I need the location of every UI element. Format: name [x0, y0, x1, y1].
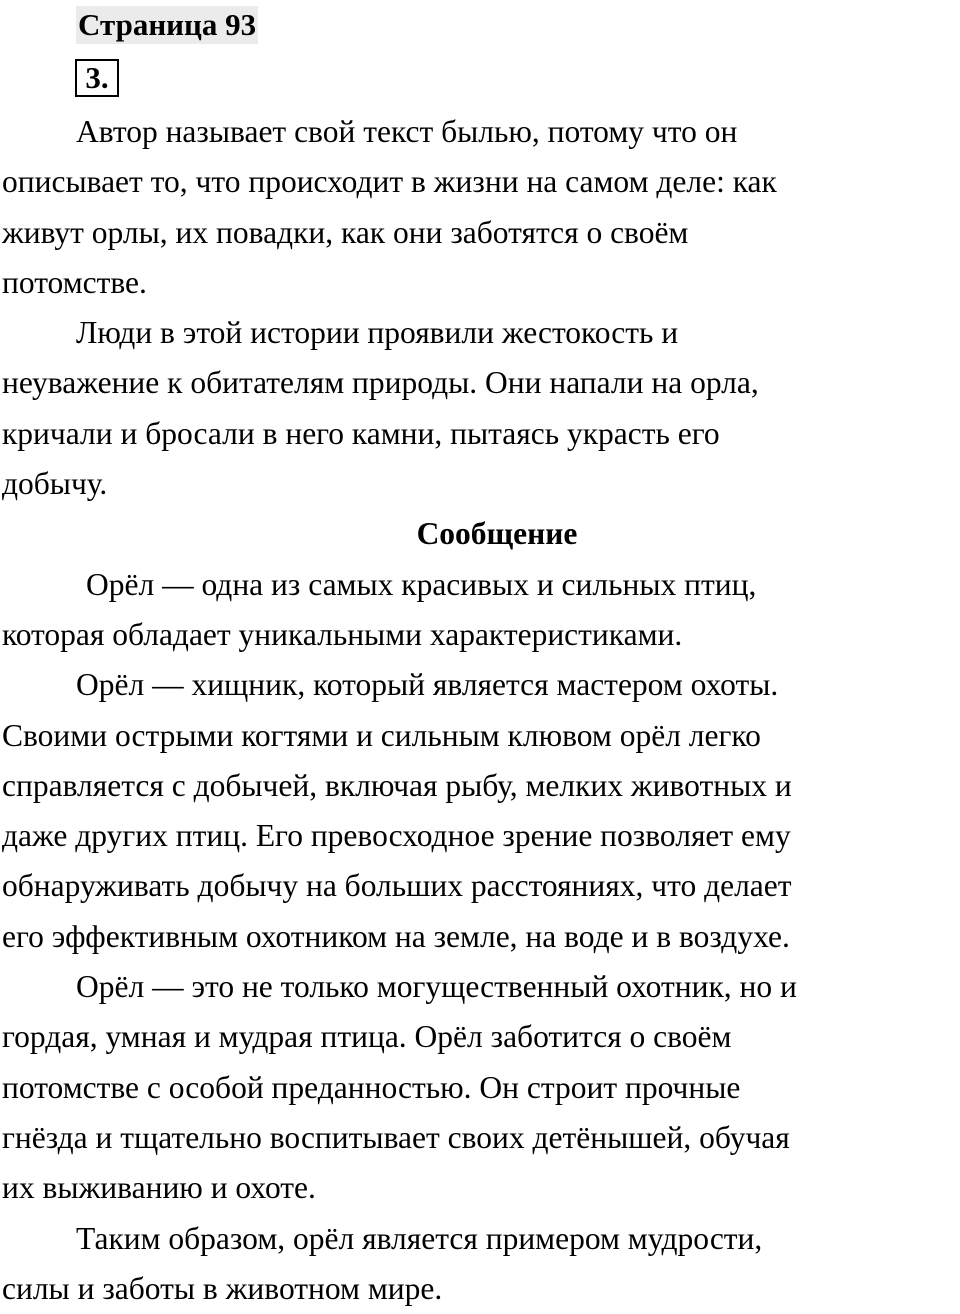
- text-line: Таким образом, орёл является примером мудрости,: [76, 1220, 763, 1256]
- text-line: потомстве с особой преданностью. Он строит прочные: [2, 1069, 741, 1105]
- report-paragraph-2: [2, 660, 960, 962]
- document-body: [2, 107, 960, 1314]
- text-line: добычу.: [2, 466, 108, 502]
- text-line: Орёл — это не только могущественный охотник, но и: [76, 969, 797, 1005]
- text-line: их выживанию и охоте.: [2, 1170, 316, 1206]
- text-line: описывает то, что происходит в жизни на самом деле: как: [2, 164, 777, 200]
- text-line: даже других птиц. Его превосходное зрение позволяет ему: [2, 818, 791, 854]
- text-line: справляется с добычей, включая рыбу, мелких животных и: [2, 767, 792, 803]
- text-line: живут орлы, их повадки, как они заботятся о своём: [2, 214, 689, 250]
- page-number-heading: Страница 93: [78, 7, 257, 42]
- task-number-box: 3.: [75, 59, 119, 97]
- text-line: Своими острыми когтями и сильным клювом орёл легко: [2, 717, 761, 753]
- answer-paragraph-1: [2, 107, 960, 308]
- text-line: обнаруживать добычу на больших расстояниях, что делает: [2, 868, 792, 904]
- text-line: Люди в этой истории проявили жестокость и: [76, 315, 679, 351]
- report-paragraph-1: [2, 560, 960, 661]
- text-line: потомстве.: [2, 264, 147, 300]
- text-line: неуважение к обитателям природы. Они напали на орла,: [2, 365, 759, 401]
- text-line: его эффективным охотником на земле, на воде и в воздухе.: [2, 918, 790, 954]
- answer-paragraph-2: [2, 308, 960, 509]
- text-line: которая обладает уникальными характеристиками.: [2, 616, 683, 652]
- report-paragraph-4: [2, 1214, 960, 1314]
- report-title: Сообщение: [416, 516, 578, 552]
- text-line: силы и заботы в животном мире.: [2, 1270, 443, 1306]
- text-line: гордая, умная и мудрая птица. Орёл заботится о своём: [2, 1019, 732, 1055]
- text-line: кричали и бросали в него камни, пытаясь украсть его: [2, 415, 720, 451]
- text-line: Автор называет свой текст былью, потому что он: [76, 114, 738, 149]
- text-line: Орёл — хищник, который является мастером охоты.: [76, 667, 779, 703]
- report-paragraph-3: [2, 962, 960, 1213]
- text-line: гнёзда и тщательно воспитывает своих детёнышей, обучая: [2, 1119, 790, 1155]
- text-line: Орёл — одна из самых красивых и сильных птиц,: [86, 566, 757, 602]
